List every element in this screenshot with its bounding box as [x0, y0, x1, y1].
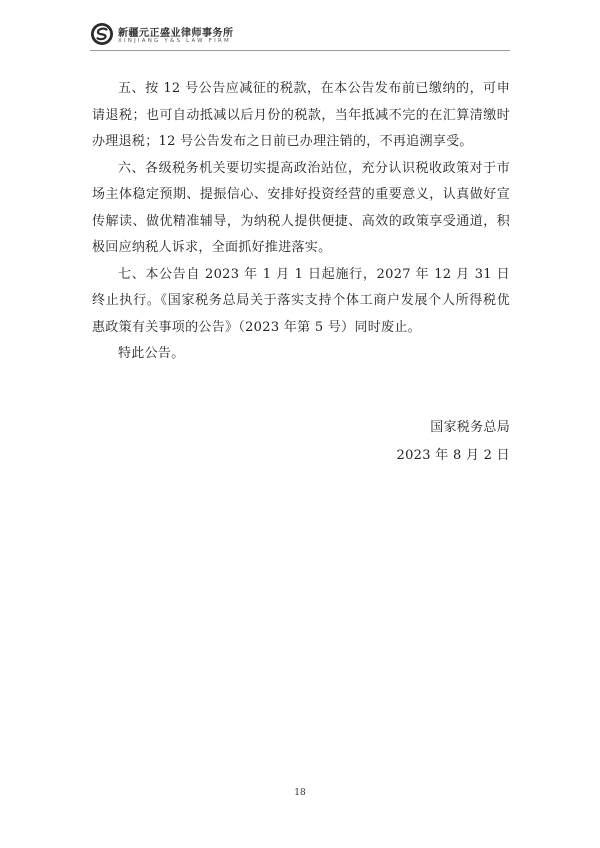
firm-name-en: XINJIANG Y&S LAW FIRM: [118, 38, 231, 44]
document-body: [92, 76, 510, 368]
paragraph-item-5: 五、按 12 号公告应减征的税款，在本公告发布前已缴纳的，可申请退税；也可自动抵减以后月份的税款，当年抵减不完的在汇算清缴时办理退税；12 号公告发布之日前已办理注销的，不再追溯享受。: [92, 81, 510, 149]
paragraph-item-7: 七、本公告自 2023 年 1 月 1 日起施行，2027 年 12 月 31 日终止执行。《国家税务总局关于落实支持个体工商户发展个人所得税优惠政策有关事项的公告》（2023 年第 5 号）同时废止。: [92, 266, 510, 335]
paragraph-item-6: 六、各级税务机关要切实提高政治站位，充分认识税收政策对于市场主体稳定预期、提振信心、安排好投资经营的重要意义，认真做好宣传解读、做优精准辅导，为纳税人提供便捷、高效的政策享受通道，积极回应纳税人诉求，全面抓好推进落实。: [92, 160, 510, 255]
page-number: 18: [294, 788, 306, 798]
firm-name-cn: 新疆元正盛业律师事务所: [118, 28, 234, 39]
issuer-name: 国家税务总局: [430, 420, 510, 435]
firm-logo-icon: [90, 22, 114, 46]
header-divider: [90, 50, 510, 51]
page-header: [90, 22, 510, 50]
closing-statement: 特此公告。: [118, 346, 185, 361]
signature-block: [397, 414, 511, 470]
issue-date: 2023 年 8 月 2 日: [396, 448, 510, 463]
